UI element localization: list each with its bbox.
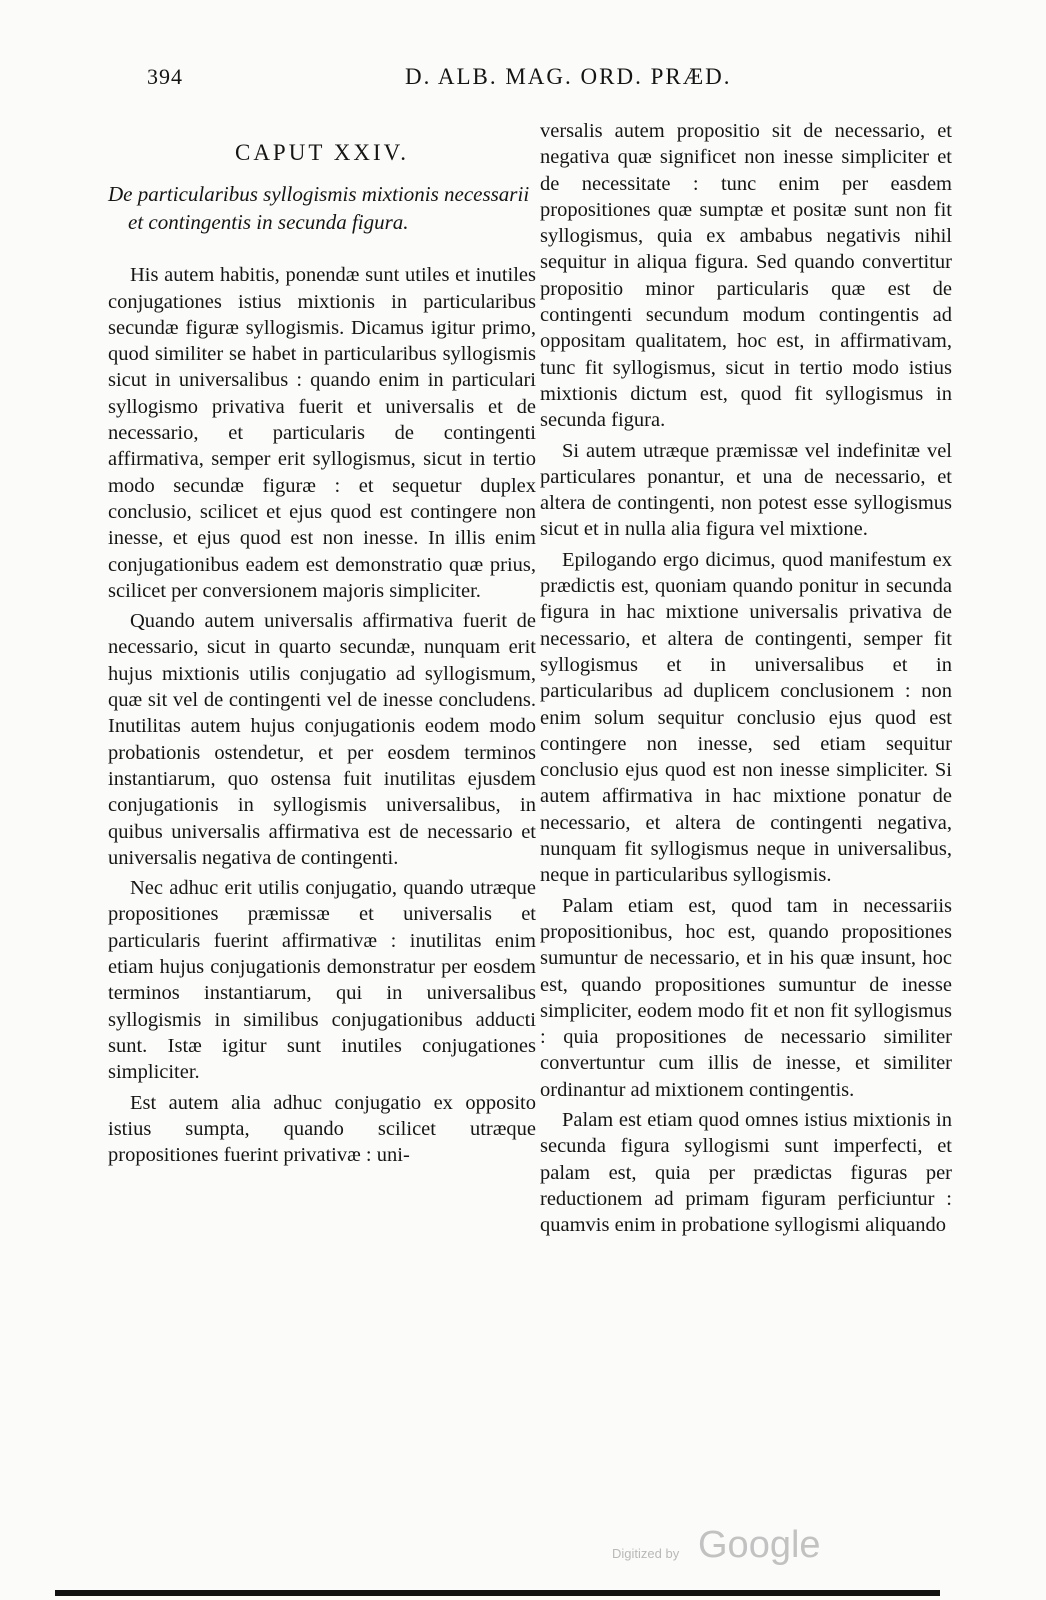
chapter-heading: CAPUT XXIV. [234, 140, 409, 165]
paragraph: Palam est etiam quod omnes istius mixtionis in secunda figura syllogismi sunt imperfecti, et palam est, quia per prædictas figuras per reductionem ad primam figuram perficiuntur : quamvis enim in probatione syllogismi aliquando [540, 1108, 952, 1237]
right-column [540, 118, 952, 1242]
paragraph: Quando autem universalis affirmativa fuerit de necessario, sicut in quarto secundæ, nunquam erit hujus mixtionis utilis conjugatio ad syllogismum, quæ sit vel de contingenti vel de inesse concludens. Inutilitas autem hujus conjugationis eodem modo probationis ostendetur, et per eosdem terminos instantiarum, quo ostensa fuit inutilitas ejusdem conjugationis in syllogismis universalibus, in quibus universalis affirmativa est de necessario et universalis negativa de contingenti. [108, 610, 536, 869]
page-number: 394 [147, 64, 183, 89]
chapter-subtitle: De particularibus syllogismis mixtionis necessarii et contingentis in secunda figura. [108, 182, 530, 235]
google-logo: Google [698, 1524, 821, 1566]
digitized-watermark [612, 1526, 832, 1570]
page-header [0, 60, 1046, 100]
paragraph: Epilogando ergo dicimus, quod manifestum ex prædictis est, quoniam quando ponitur in secunda figura in hac mixtione universalis privativa de necessario, et altera de contingenti, semper fit syllogismus et in universalibus et in particularibus ad duplicem conclusionem : non enim solum sequitur conclusio ejus quod est contingere non inesse, sed etiam sequitur conclusio ejus quod est non inesse simpliciter. Si autem affirmativa in hac mixtione ponatur de necessario, et altera de contingenti negativa, nunquam fit syllogismus neque in universalibus, neque in particularibus syllogismis. [540, 548, 952, 887]
paragraph: Palam etiam est, quod tam in necessariis propositionibus, hoc est, quando propositiones sumuntur de necessario, et in his quæ insunt, hoc est, quando propositiones sumuntur de inesse simpliciter, eodem modo fit et non fit syllogismus : quia propositiones de necessario similiter convertuntur cum illis de inesse, et similiter ordinantur ad mixtionem contingentis. [540, 894, 952, 1101]
left-column [108, 118, 536, 1172]
watermark-prefix: Digitized by [612, 1546, 680, 1561]
paragraph: Est autem alia adhuc conjugatio ex opposito istius sumpta, quando scilicet utræque propositiones fuerint privativæ : uni- [108, 1091, 536, 1167]
paragraph: Si autem utræque præmissæ vel indefinitæ vel particulares ponantur, et una de necessario, et altera de contingenti, non potest esse syllogismus sicut et in nulla alia figura vel mixtione. [540, 439, 952, 541]
paragraph: Nec adhuc erit utilis conjugatio, quando utræque propositiones præmissæ et universalis et particularis fuerint affirmativæ : inutilitas enim etiam hujus conjugationis demonstratur per eosdem terminos instantiarum, qui in universalibus syllogismis in similibus conjugationibus adducti sunt. Istæ igitur sunt inutiles conjugationes simpliciter. [108, 877, 536, 1084]
running-head: D. ALB. MAG. ORD. PRÆD. [405, 64, 732, 89]
paragraph: His autem habitis, ponendæ sunt utiles et inutiles conjugationes istius mixtionis in particularibus secundæ figuræ syllogismis. Dicamus igitur primo, quod similiter se habet in particularibus syllogismis sicut in universalibus : quando enim in particulari syllogismo privativa fuerit et universalis et de necessario, et particularis de contingenti affirmativa, semper erit syllogismus, sicut in tertio modo secundæ figuræ : et sequetur duplex conclusio, scilicet et ejus quod est contingere non inesse, et ejus quod est non inesse. In illis enim conjugationibus eadem est demonstratio quæ prius, scilicet per conversionem majoris simpliciter. [108, 264, 536, 602]
paragraph-continued: versalis autem propositio sit de necessario, et negativa quæ significet non inesse simpliciter et de necessitate : tunc enim per easdem propositiones quæ sumptæ et positæ sunt non fit syllogismus, quia ex ambabus negativis nihil sequitur in aliqua figura. Sed quando convertitur propositio minor particularis quæ est de contingenti secundum modum contingentis ad oppositam qualitatem, hoc est, in affirmativam, tunc fit syllogismus, sicut in tertio modo istius mixtionis dictum est, quod fit syllogismus in secunda figura. [540, 120, 952, 432]
scan-edge-rule [55, 1590, 940, 1596]
